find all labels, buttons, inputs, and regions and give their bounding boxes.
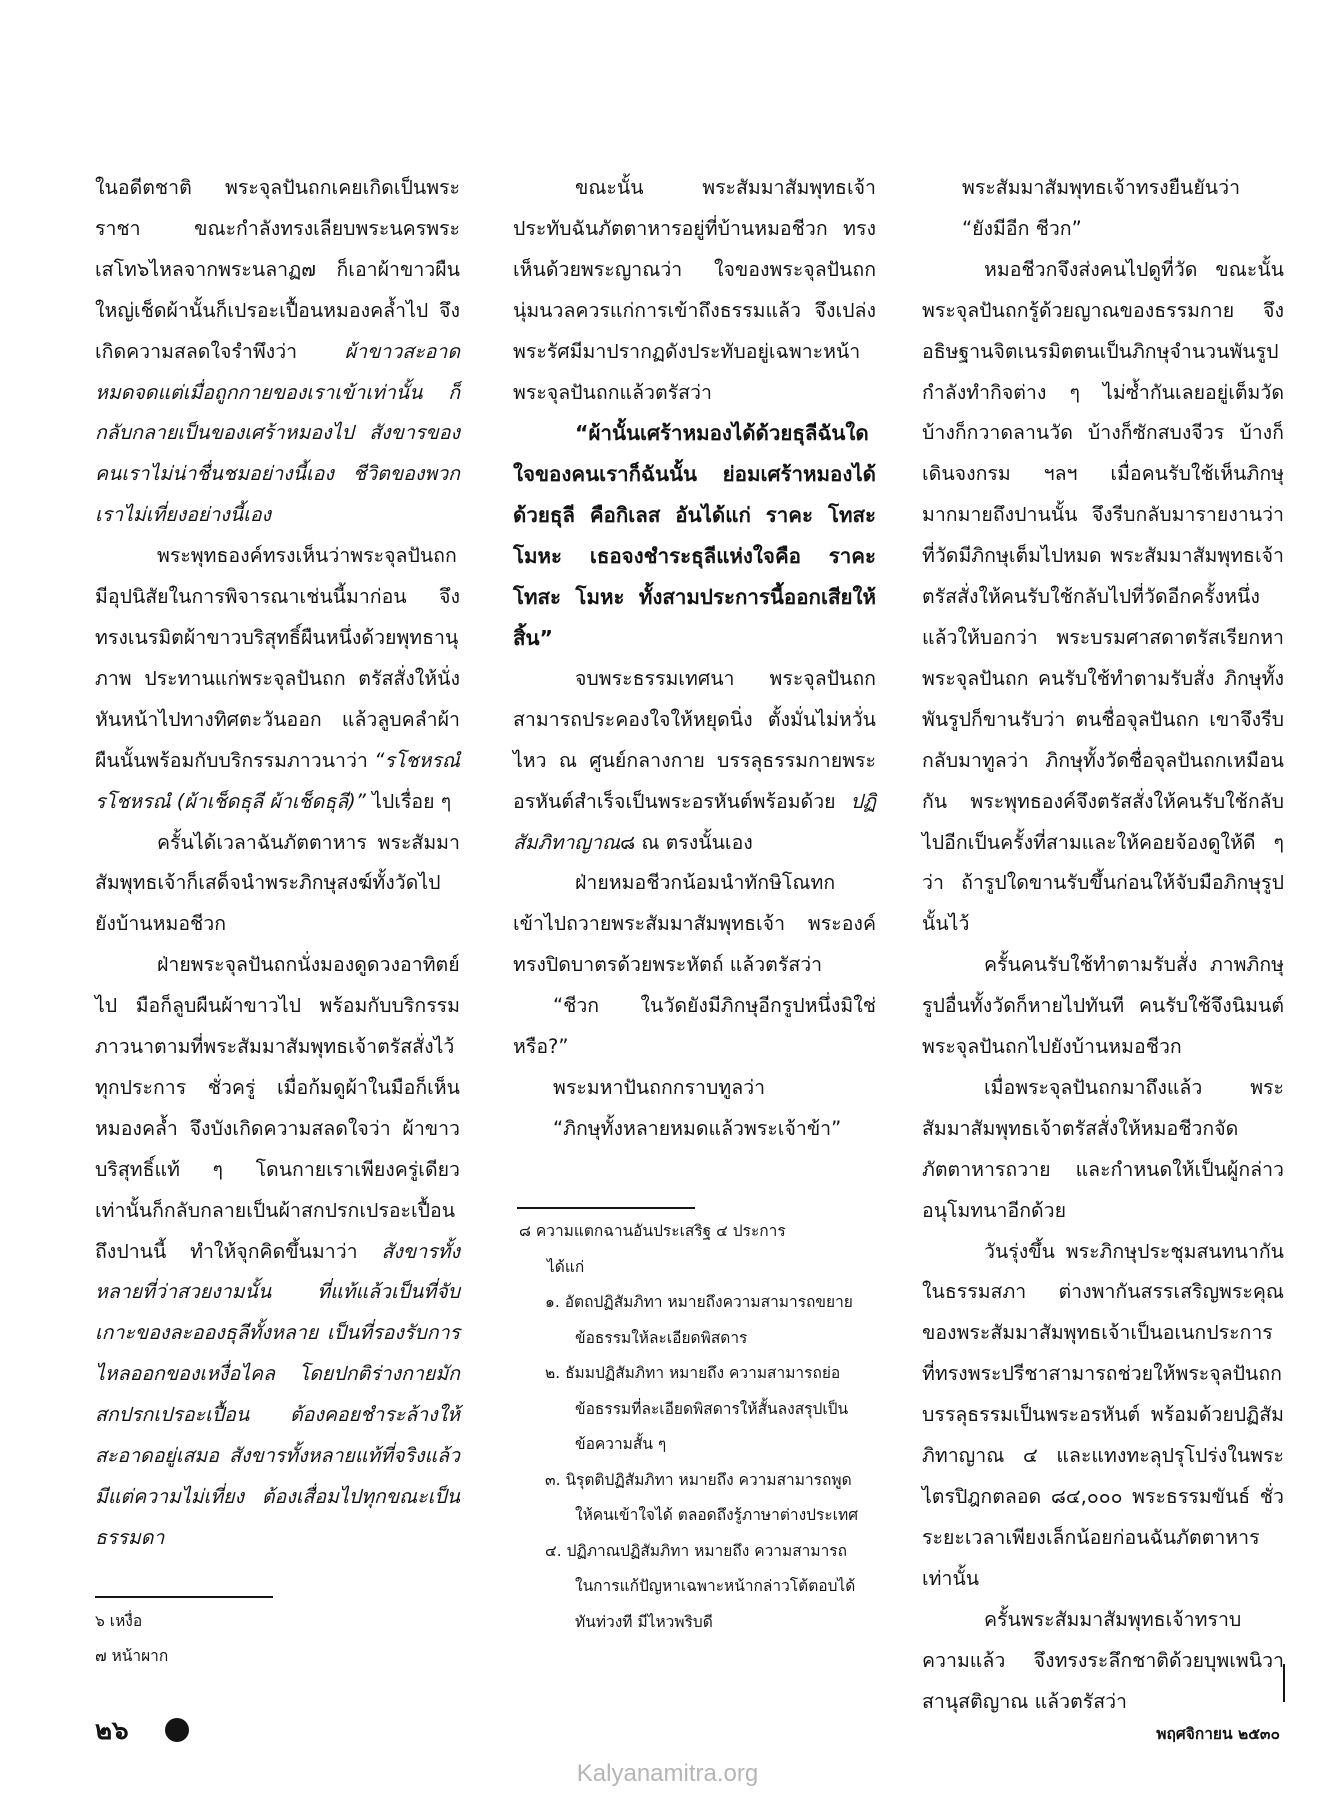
middle-paragraph-3-italic: ปฏิสัมภิทาญาณ <box>513 789 876 854</box>
middle-footnote <box>519 1214 859 1640</box>
middle-paragraph-5: “ชีวก ในวัดยังมีภิกษุอีกรูปหนึ่งมิใช่หรือ?” <box>513 994 876 1059</box>
footnote-list-item: ๑. อัตถปฏิสัมภิทา หมายถึงความสามารถขยายข้อธรรมให้ละเอียดพิสดาร <box>545 1293 853 1347</box>
middle-footnote-divider <box>517 1207 695 1209</box>
middle-paragraph-6: พระมหาปันถกกราบทูลว่า <box>553 1075 766 1099</box>
left-paragraph-4 <box>95 945 460 1559</box>
right-paragraph-1: พระสัมมาสัมพุทธเจ้าทรงยืนยันว่า <box>962 176 1241 199</box>
left-paragraph-1-italic: ผ้าขาวสะอาดหมดจดแต่เมื่อถูกกายของเราเข้าเท่านั้น ก็กลับกลายเป็นของเศร้าหมองไป สังขารของคนเราไม่น่าชื่นชมอย่างนี้เอง ชีวิตของพวกเราไม่เที่ยงอย่างนี้เอง <box>95 339 460 527</box>
left-paragraph-3: ครั้นได้เวลาฉันภัตตาหาร พระสัมมาสัมพุทธเจ้าก็เสด็จนำพระภิกษุสงฆ์ทั้งวัดไปยังบ้านหมอชีวก <box>95 830 460 936</box>
left-paragraph-4-italic: สังขารทั้งหลายที่ว่าสวยงามนั้น ที่แท้แล้วเป็นที่จับเกาะของละอองธุลีทั้งหลาย เป็นที่รองรับการไหลออกของเหงื่อไคล โดยปกติร่างกายมักสกปรกเปรอะเปื้อน ต้องคอยชำระล้างให้สะอาดอยู่เสมอ สังขารทั้งหลายแท้ที่จริงแล้ว มีแต่ความไม่เที่ยง ต้องเสื่อมไปทุกขณะเป็นธรรมดา <box>95 1239 461 1549</box>
footnote-list-item: ๔. ปฏิภาณปฏิสัมภิทา หมายถึง ความสามารถในการแก้ปัญหาเฉพาะหน้ากล่าวโต้ตอบได้ทันท่วงที มีไหวพริบดี <box>545 1541 856 1631</box>
middle-paragraph-1: ขณะนั้น พระสัมมาสัมพุทธเจ้าประทับฉันภัตตาหารอยู่ที่บ้านหมอชีวก ทรงเห็นด้วยพระญาณว่า ใจของพระจุลปันถกนุ่มนวลควรแก่การเข้าถึงธรรมแล้ว จึงเปล่งพระรัศมีมาปรากฏดังประทับอยู่เฉพาะหน้าพระจุลปันถกแล้วตรัสว่า <box>513 176 876 404</box>
footnote-list-item: ๓. นิรุตติปฏิสัมภิทา หมายถึง ความสามารถพูดให้คนเข้าใจได้ ตลอดถึงรู้ภาษาต่างประเทศ <box>545 1470 859 1524</box>
middle-paragraph-3-text: จบพระธรรมเทศนา พระจุลปันถกสามารถประคองใจให้หยุดนิ่ง ตั้งมั่นไม่หวั่นไหว ณ ศูนย์กลางกาย บรรลุธรรมกายพระอรหันต์สำเร็จเป็นพระอรหันต์พร้อมด้วย <box>513 666 876 813</box>
left-paragraph-2-end: ไปเรื่อย ๆ <box>372 789 452 813</box>
left-paragraph-2 <box>95 536 460 822</box>
right-paragraph-4: ครั้นคนรับใช้ทำตามรับสั่ง ภาพภิกษุรูปอื่นทั้งวัดก็หายไปทันที คนรับใช้จึงนิมนต์พระจุลปันถกไปยังบ้านหมอชีวก <box>922 953 1284 1059</box>
middle-paragraph-7: “ภิกษุทั้งหลายหมดแล้วพระเจ้าข้า” <box>553 1116 842 1140</box>
right-column <box>922 168 1284 1722</box>
right-paragraph-3: หมอชีวกจึงส่งคนไปดูที่วัด ขณะนั้นพระจุลปันถกรู้ด้วยญาณของธรรมกาย จึงอธิษฐานจิตเนรมิตตนเป็นภิกษุจำนวนพันรูปกำลังทำกิจต่าง ๆ ไม่ซ้ำกันเลยอยู่เต็มวัด บ้างก็กวาดลานวัด บ้างก็ซักสบงจีวร บ้างก็เดินจงกรม ฯลฯ เมื่อคนรับใช้เห็นภิกษุมากมายถึงปานนั้น จึงรีบกลับมารายงานว่า ที่วัดมีภิกษุเต็มไปหมด พระสัมมาสัมพุทธเจ้าตรัสสั่งให้คนรับใช้กลับไปที่วัดอีกครั้งหนึ่งแล้วให้บอกว่า พระบรมศาสดาตรัสเรียกหาพระจุลปันถก คนรับใช้ทำตามรับสั่ง ภิกษุทั้งพันรูปก็ขานรับว่า ตนชื่อจุลปันถก เขาจึงรีบกลับมาทูลว่า ภิกษุทั้งวัดชื่อจุลปันถกเหมือนกัน พระพุทธองค์จึงตรัสสั่งให้คนรับใช้กลับไปอีกเป็นครั้งที่สามและให้คอยจ้องดูให้ดี ๆ ว่า ถ้ารูปใดขานรับขึ้นก่อนให้จับมือภิกษุรูปนั้นไว้ <box>922 257 1284 936</box>
middle-footnote-intro-2: ได้แก่ <box>547 1257 585 1276</box>
column-end-mark <box>1283 1664 1285 1702</box>
left-footnote-divider <box>95 1596 273 1598</box>
middle-column <box>513 168 876 1150</box>
left-paragraph-1 <box>95 168 460 536</box>
left-paragraph-2-italic: “รโชหรณํ รโชหรณํ (ผ้าเช็ดธุลี ผ้าเช็ดธุลี)” <box>95 748 460 813</box>
right-paragraph-6: วันรุ่งขึ้น พระภิกษุประชุมสนทนากันในธรรมสภา ต่างพากันสรรเสริญพระคุณของพระสัมมาสัมพุทธเจ้าเป็นอเนกประการ ที่ทรงพระปรีชาสามารถช่วยให้พระจุลปันถกบรรลุธรรมเป็นพระอรหันต์ พร้อมด้วยปฏิสัมภิทาญาณ ๔ และแทงทะลุปรุโปร่งในพระไตรปิฎกตลอด ๘๔,๐๐๐ พระธรรมขันธ์ ชั่วระยะเวลาเพียงเล็กน้อยก่อนฉันภัตตาหารเท่านั้น <box>922 1239 1284 1590</box>
page-number: ๒๖ <box>95 1716 129 1746</box>
page-number-dot-icon <box>165 1718 189 1742</box>
left-footnote-2: ๗ หน้าผาก <box>95 1647 169 1665</box>
right-paragraph-5: เมื่อพระจุลปันถกมาถึงแล้ว พระสัมมาสัมพุทธเจ้าตรัสสั่งให้หมอชีวกจัดภัตตาหารถวาย และกำหนดให้เป็นผู้กล่าวอนุโมทนาอีกด้วย <box>922 1075 1284 1222</box>
right-paragraph-2: “ยังมีอีก ชีวก” <box>962 216 1082 240</box>
issue-date: พฤศจิกายน ๒๕๓๐ <box>1156 1725 1280 1743</box>
middle-paragraph-2-quote: “ผ้านั้นเศร้าหมองได้ด้วยธุลีฉันใด ใจของคนเราก็ฉันนั้น ย่อมเศร้าหมองได้ด้วยธุลี คือกิเลส อันได้แก่ ราคะ โทสะ โมหะ เธอจงชำระธุลีแห่งใจคือ ราคะ โทสะ โมหะ ทั้งสามประการนี้ออกเสียให้สิ้น” <box>513 421 876 650</box>
left-column <box>95 168 460 1559</box>
middle-paragraph-3-end: ๘ ณ ตรงนั้นเอง <box>620 830 753 854</box>
middle-footnote-intro: ๘ ความแตกฉานอันประเสริฐ ๔ ประการ <box>519 1222 786 1240</box>
footnote-list-item: ๒. ธัมมปฏิสัมภิทา หมายถึง ความสามารถย่อข้อธรรมที่ละเอียดพิสดารให้สั้นลงสรุปเป็นข้อความสั้น ๆ <box>545 1364 849 1453</box>
middle-paragraph-4: ฝ่ายหมอชีวกน้อมนำทักษิโณทกเข้าไปถวายพระสัมมาสัมพุทธเจ้า พระองค์ทรงปิดบาตรด้วยพระหัตถ์ แล้วตรัสว่า <box>513 871 876 977</box>
left-footnote-1: ๖ เหงื่อ <box>95 1612 143 1630</box>
right-paragraph-7: ครั้นพระสัมมาสัมพุทธเจ้าทราบความแล้ว จึงทรงระลึกชาติด้วยบุพเพนิวาสานุสติญาณ แล้วตรัสว่า <box>922 1607 1284 1713</box>
left-paragraph-4-text: ฝ่ายพระจุลปันถกนั่งมองดูดวงอาทิตย์ไป มือก็ลูบผืนผ้าขาวไป พร้อมกับบริกรรมภาวนาตามที่พระสัมมาสัมพุทธเจ้าตรัสสั่งไว้ทุกประการ ชั่วครู่ เมื่อก้มดูผ้าในมือก็เห็นหมองคล้ำ จึงบังเกิดความสลดใจว่า ผ้าขาวบริสุทธิ์แท้ ๆ โดนกายเราเพียงครู่เดียวเท่านั้นก็กลับกลายเป็นผ้าสกปรกเปรอะเปื้อนถึงปานนี้ ทำให้จุกคิดขึ้นมาว่า <box>95 953 460 1263</box>
middle-paragraph-3 <box>513 659 876 864</box>
left-paragraph-2-text: พระพุทธองค์ทรงเห็นว่าพระจุลปันถกมีอุปนิสัยในการพิจารณาเช่นนี้มาก่อน จึงทรงเนรมิตผ้าขาวบริสุทธิ์ผืนหนึ่งด้วยพุทธานุภาพ ประทานแก่พระจุลปันถก ตรัสสั่งให้นั่งหันหน้าไปทางทิศตะวันออก แล้วลูบคลำผ้าผืนนั้นพร้อมกับบริกรรมภาวนาว่า <box>95 544 460 772</box>
left-paragraph-1-text: ในอดีตชาติ พระจุลปันถกเคยเกิดเป็นพระราชา ขณะกำลังทรงเลียบพระนครพระเสโท๖ไหลจากพระนลาฏ๗ ก็เอาผ้าขาวผืนใหญ่เช็ดผ้านั้นก็เปรอะเปื้อนหมองคล้ำไป จึงเกิดความสลดใจรำพึงว่า <box>95 176 460 363</box>
watermark: Kalyanamitra.org <box>576 1760 759 1787</box>
